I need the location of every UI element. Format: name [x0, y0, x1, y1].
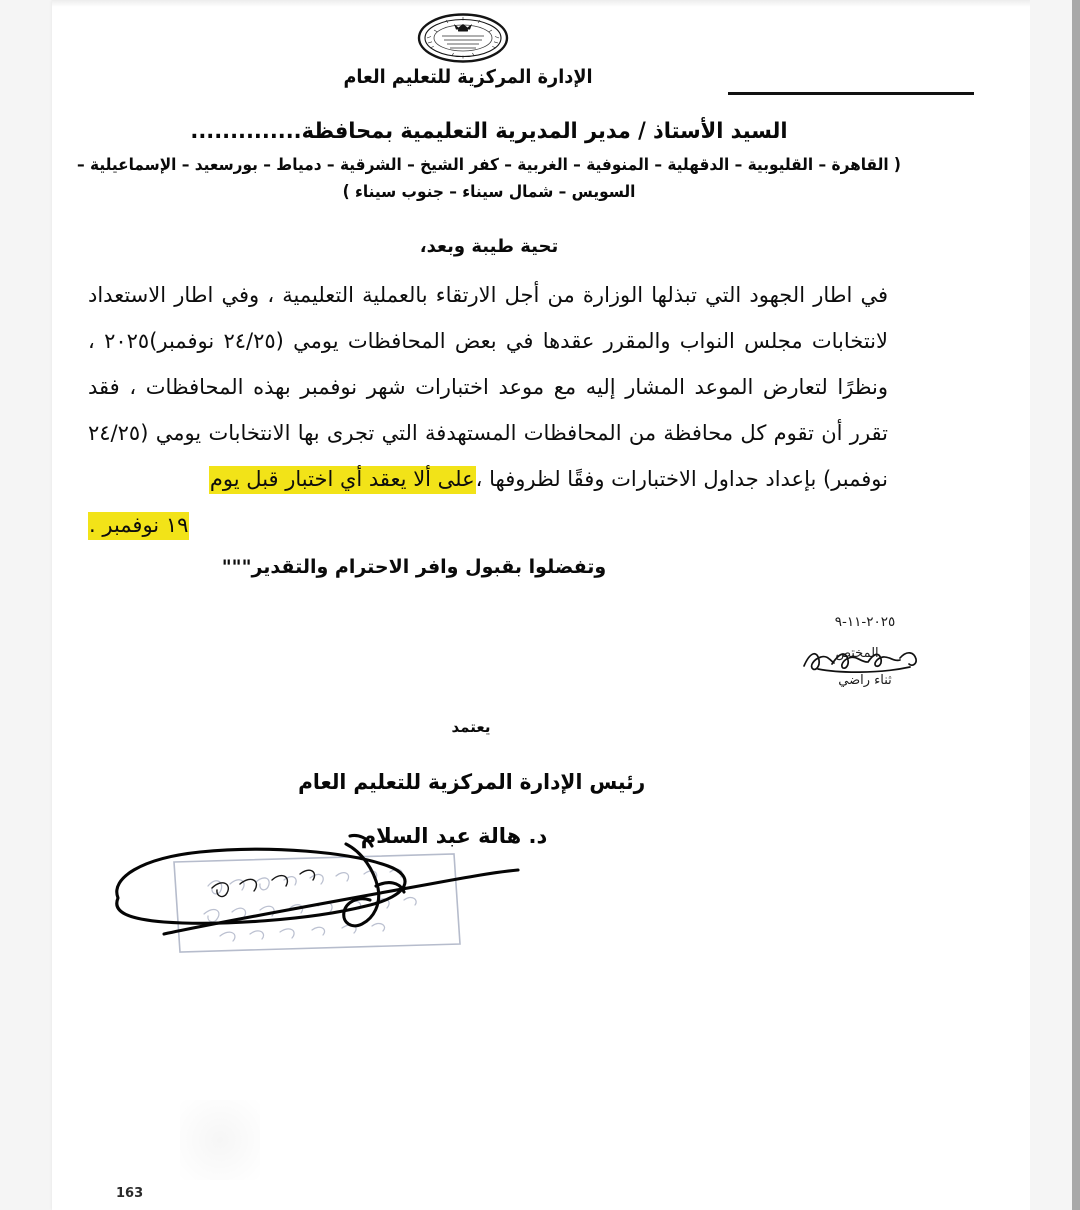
page-number: 163: [116, 1186, 144, 1201]
closing-line: وتفضلوا بقبول وافر الاحترام والتقدير""": [221, 556, 607, 578]
republic-eagle-seal-icon: [416, 12, 510, 64]
addressee-line: السيد الأستاذ / مدير المديرية التعليمية بمحافظة..............: [190, 119, 788, 144]
department-title: الإدارة المركزية للتعليم العام: [343, 66, 593, 88]
letterhead-underline: [728, 92, 974, 95]
approver-title: رئيس الإدارة المركزية للتعليم العام: [298, 770, 646, 794]
specialist-name: ثناء راضي: [838, 673, 892, 688]
body-segment-highlighted-2: ١٩ نوفمبر .: [88, 512, 189, 540]
approval-signature-area: [100, 826, 530, 996]
governorates-line-1: ( القاهرة – القليوبية – الدقهلية – المنوفية – الغربية – كفر الشيخ – الشرقية – دمياط – بورسعيد – الإسماعيلية –: [77, 155, 901, 175]
specialist-block: [770, 614, 960, 688]
scan-gutter-right: [1030, 0, 1072, 1210]
body-segment-highlighted: على ألا يعقد أي اختبار قبل يوم: [209, 466, 476, 494]
letterhead: [0, 12, 978, 88]
memo-date: ٢٠٢٥-١١-٩: [834, 614, 896, 630]
page-top-shadow: [52, 0, 1030, 7]
approval-word: يعتمد: [451, 718, 491, 736]
body-segment-plain: في اطار الجهود التي تبذلها الوزارة من أجل الارتقاء بالعملية التعليمية ، وفي اطار الاستعداد لانتخابات مجلس النواب والمقرر عقدها في بعض المحافظات يومي (٢٤/٢٥ نوفمبر)٢٠٢٥ ، ونظرًا لتعارض الموعد المشار إليه مع موعد اختبارات شهر نوفمبر بهذه المحافظات ، فقد تقرر أن تقوم كل محافظة من المحافظات المستهدفة التي تجرى بها الانتخابات يومي (٢٤/٢٥ نوفمبر) بإعداد جداول الاختبارات وفقًا لظروفها ،: [88, 283, 889, 491]
body-paragraph: [88, 272, 888, 548]
body-last-line: [88, 502, 888, 548]
approver-name: د. هالة عبد السلام: [360, 824, 548, 848]
approver-handwritten-signature-icon: [100, 826, 530, 996]
scan-edge-strip: [1072, 0, 1080, 1210]
specialist-label: المختص: [835, 646, 879, 661]
governorates-line-2: السويس – شمال سيناء – جنوب سيناء ): [342, 181, 636, 201]
addressee-block: [0, 118, 978, 206]
seal-wrap: [0, 12, 926, 64]
salutation: تحية طيبة وبعد،: [419, 236, 559, 257]
specialist-handwritten-signature-icon: [792, 636, 940, 676]
